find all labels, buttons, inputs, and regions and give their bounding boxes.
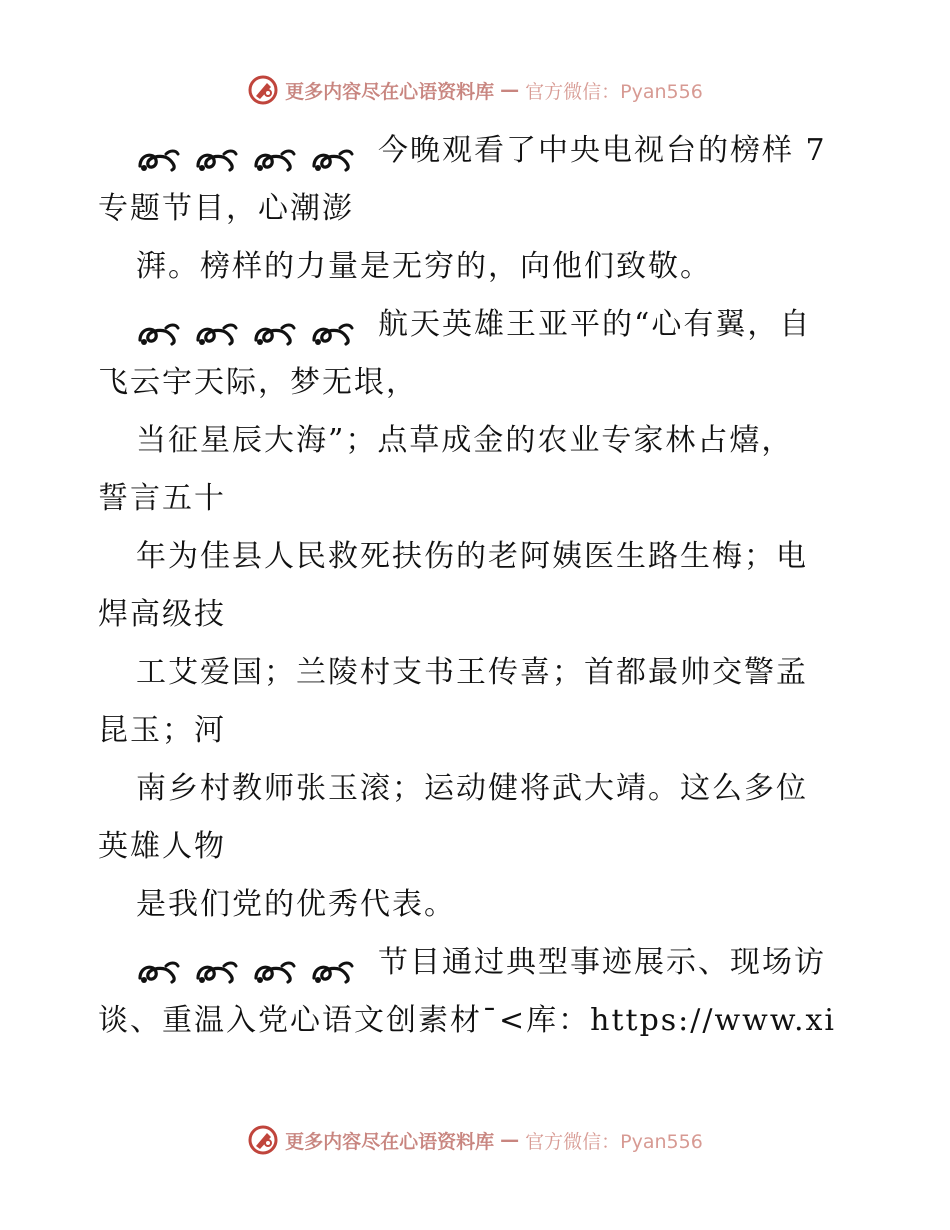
paragraph-text: 英雄人物 (98, 829, 226, 864)
header-brand-text: 更多内容尽在心语资料库 (285, 80, 495, 103)
ornament-group (136, 297, 368, 354)
footer-wechat-text: 官方微信：Pyan556 (525, 1130, 703, 1153)
paragraph-text: 今晚观看了中央电视台的榜样 7 (378, 133, 827, 168)
paragraph-line (98, 528, 858, 586)
paragraph-text: 当征星辰大海”；点草成金的农业专家林占熺， (136, 423, 794, 458)
paragraph-text: 南乡村教师张玉滚；运动健将武大靖。这么多位 (136, 771, 808, 806)
flourish-ornament-icon (194, 138, 238, 168)
brand-logo-icon (247, 74, 279, 106)
header-separator: — (500, 79, 520, 101)
flourish-ornament-icon (310, 312, 354, 342)
paragraph-text: 是我们党的优秀代表。 (136, 887, 456, 922)
flourish-ornament-icon (136, 138, 180, 168)
paragraph-text: 誓言五十 (98, 481, 226, 516)
paragraph-text: 飞云宇天际，梦无垠， (98, 365, 418, 400)
paragraph-text: 湃。榜样的力量是无穷的，向他们致敬。 (136, 249, 712, 284)
paragraph-text: 节目通过典型事迹展示、现场访 (378, 945, 826, 980)
paragraph-line (98, 238, 858, 296)
paragraph-text: 焊高级技 (98, 597, 226, 632)
paragraph-line (98, 122, 858, 180)
flourish-ornament-icon (252, 950, 296, 980)
paragraph-line (98, 644, 858, 702)
paragraph-text: 工艾爱国；兰陵村支书王传喜；首都最帅交警孟 (136, 655, 808, 690)
page-footer (0, 1122, 950, 1158)
paragraph-line (98, 180, 858, 238)
paragraph-line (98, 586, 858, 644)
paragraph-line (98, 876, 858, 934)
paragraph-line (98, 992, 858, 1050)
paragraph-line (98, 818, 858, 876)
flourish-ornament-icon (136, 950, 180, 980)
header-wechat-text: 官方微信：Pyan556 (525, 80, 703, 103)
flourish-ornament-icon (252, 312, 296, 342)
paragraph-text: 年为佳县人民救死扶伤的老阿姨医生路生梅；电 (136, 539, 808, 574)
flourish-ornament-icon (252, 138, 296, 168)
ornament-group (136, 123, 368, 180)
paragraph-text: 谈、重温入党心语文创素材¯<库：https://www.xi (98, 1003, 837, 1038)
paragraph-line (98, 354, 858, 412)
flourish-ornament-icon (310, 950, 354, 980)
flourish-ornament-icon (194, 950, 238, 980)
footer-brand-text: 更多内容尽在心语资料库 (285, 1130, 495, 1153)
paragraph-line (98, 296, 858, 354)
paragraph-line (98, 470, 858, 528)
flourish-ornament-icon (194, 312, 238, 342)
paragraph-line (98, 412, 858, 470)
document-body (98, 122, 858, 1050)
paragraph-text: 航天英雄王亚平的“心有翼，自 (378, 307, 812, 342)
brand-logo-icon (247, 1124, 279, 1156)
paragraph-text: 昆玉；河 (98, 713, 226, 748)
flourish-ornament-icon (310, 138, 354, 168)
paragraph-text: 专题节目，心潮澎 (98, 191, 354, 226)
paragraph-line (98, 702, 858, 760)
ornament-group (136, 935, 368, 992)
footer-separator: — (500, 1129, 520, 1151)
paragraph-line (98, 934, 858, 992)
paragraph-line (98, 760, 858, 818)
page-header (0, 72, 950, 108)
flourish-ornament-icon (136, 312, 180, 342)
